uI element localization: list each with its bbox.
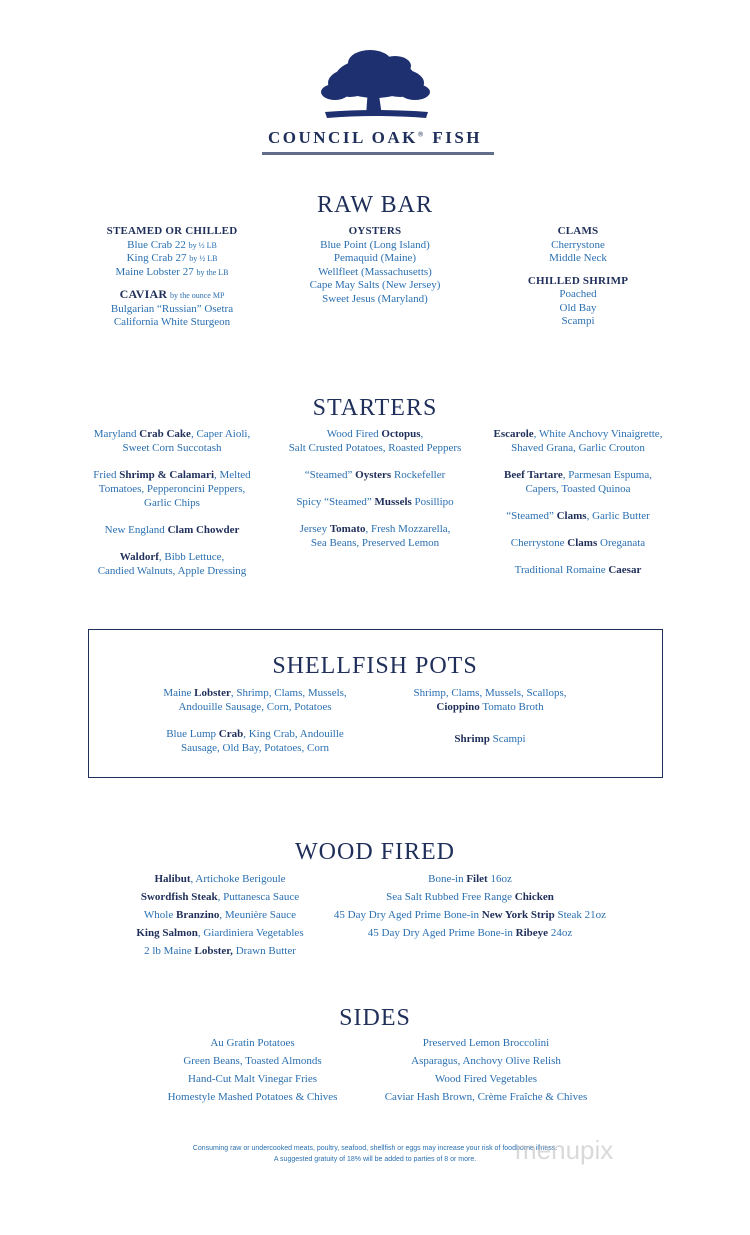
brand-name-fish: FISH — [432, 128, 482, 147]
clams-shrimp-section — [478, 225, 678, 329]
shellfish-title: SHELLFISH POTS — [272, 653, 478, 679]
raw-item: Poached — [559, 288, 597, 300]
menu-item: 45 Day Dry Aged Prime Bone-in New York Strip Steak 21oz — [333, 909, 607, 921]
menu-item: Halibut, Artichoke Berigoule — [154, 873, 286, 885]
raw-item: Old Bay — [559, 301, 597, 314]
brand-underline — [262, 152, 494, 155]
menu-item: New England Clam Chowder — [104, 524, 240, 536]
menu-item: Spicy “Steamed” Mussels Posillipo — [296, 496, 454, 508]
raw-item: Blue Point (Long Island) — [320, 238, 430, 251]
menu-item: Cherrystone Clams Oreganata — [510, 537, 646, 549]
menu-item: 2 lb Maine Lobster, Drawn Butter — [144, 945, 296, 957]
menu-item: Maryland Crab Cake, Caper Aioli, Sweet Corn Succotash — [93, 428, 251, 454]
menupix-watermark: menupix — [515, 1135, 614, 1165]
side-item: Wood Fired Vegetables — [434, 1073, 538, 1085]
starters-center-column — [262, 427, 488, 550]
starters-title: STARTERS — [312, 395, 438, 421]
raw-item: Cape May Salts (New Jersey) — [309, 279, 441, 291]
menu-item: Bone-in Filet 16oz — [428, 873, 512, 885]
wood-fired-title: WOOD FIRED — [295, 839, 455, 865]
menu-item: Blue Lump Crab, King Crab, Andouille Sausage, Old Bay, Potatoes, Corn — [166, 728, 344, 754]
caviar-heading: CAVIAR by the ounce MP — [119, 287, 225, 301]
side-item: Preserved Lemon Broccolini — [422, 1037, 550, 1049]
menu-item: Whole Branzino, Meunière Sauce — [143, 909, 297, 921]
side-item: Green Beans, Toasted Almonds — [183, 1055, 322, 1067]
menu-item: Escarole, White Anchovy Vinaigrette, Shaved Grana, Garlic Crouton — [493, 428, 663, 454]
starters-left-column — [62, 427, 282, 578]
raw-item: Pemaquid (Maine) — [333, 252, 417, 264]
shellfish-left-column — [145, 686, 365, 755]
menu-item: Shrimp Scampi — [454, 733, 526, 745]
menu-item: Maine Lobster, Shrimp, Clams, Mussels, Andouille Sausage, Corn, Potatoes — [163, 687, 347, 713]
menu-item: 45 Day Dry Aged Prime Bone-in Ribeye 24oz — [367, 927, 573, 939]
sides-title: SIDES — [339, 1005, 411, 1031]
menu-item: Traditional Romaine Caesar — [514, 564, 642, 576]
shrimp-heading: CHILLED SHRIMP — [527, 274, 629, 287]
raw-item: King Crab 27 by ½ LB — [126, 252, 218, 264]
footer-disclaimer — [0, 1143, 750, 1165]
menu-item: Jersey Tomato, Fresh Mozzarella, Sea Beans, Preserved Lemon — [299, 523, 451, 549]
steamed-chilled-section — [72, 225, 272, 330]
menu-item: Beef Tartare, Parmesan Espuma, Capers, Toasted Quinoa — [504, 469, 652, 495]
steamed-heading: STEAMED OR CHILLED — [106, 225, 238, 237]
brand-name-text: COUNCIL OAK — [268, 128, 418, 147]
raw-item: Middle Neck — [549, 252, 607, 264]
raw-item: Scampi — [561, 315, 595, 327]
shellfish-right-column — [380, 686, 600, 746]
raw-bar-title: RAW BAR — [317, 192, 433, 218]
wood-fired-right-column — [330, 872, 610, 940]
starters-right-column — [468, 427, 688, 577]
menu-item: Fried Shrimp & Calamari, Melted Tomatoes, Pepperoncini Peppers, Garlic Chips — [93, 469, 251, 509]
menu-item: Shrimp, Clams, Mussels, Scallops, Cioppino Tomato Broth — [413, 687, 567, 713]
oysters-heading: OYSTERS — [348, 225, 402, 237]
raw-item: Blue Crab 22 by ½ LB — [127, 238, 217, 251]
registered-mark: ® — [417, 130, 426, 139]
footer-line-1: Consuming raw or undercooked meats, poultry, seafood, shellfish or eggs may increase your risk of foodborne illness. — [192, 1145, 558, 1152]
raw-item: California White Sturgeon — [113, 316, 231, 328]
raw-item: Wellfleet (Massachusetts) — [318, 265, 432, 278]
menu-item: “Steamed” Oysters Rockefeller — [304, 469, 446, 481]
sides-left-column — [140, 1036, 365, 1104]
menu-item: Sea Salt Rubbed Free Range Chicken — [386, 891, 554, 903]
side-item: Caviar Hash Brown, Crème Fraîche & Chives — [384, 1091, 588, 1103]
raw-item: Sweet Jesus (Maryland) — [322, 292, 428, 305]
raw-item: Cherrystone — [551, 238, 605, 251]
side-item: Au Gratin Potatoes — [210, 1037, 295, 1049]
menu-item: “Steamed” Clams, Garlic Butter — [506, 510, 650, 522]
brand-name — [0, 128, 750, 148]
sides-right-column — [376, 1036, 596, 1104]
oak-tree-logo — [310, 48, 440, 128]
footer-line-2: A suggested gratuity of 18% will be added to parties of 8 or more. — [273, 1156, 477, 1163]
raw-item: Bulgarian “Russian” Osetra — [110, 302, 234, 315]
menu-item: Waldorf, Bibb Lettuce, Candied Walnuts, Apple Dressing — [97, 551, 247, 577]
side-item: Hand-Cut Malt Vinegar Fries — [188, 1073, 317, 1085]
wood-fired-left-column — [110, 872, 330, 958]
side-item: Asparagus, Anchovy Olive Relish — [411, 1055, 561, 1067]
oysters-section — [275, 225, 475, 306]
menu-item: Wood Fired Octopus, Salt Crusted Potatoes, Roasted Peppers — [288, 428, 462, 454]
menu-item: King Salmon, Giardiniera Vegetables — [136, 927, 304, 939]
clams-heading: CLAMS — [557, 225, 599, 237]
side-item: Homestyle Mashed Potatoes & Chives — [167, 1091, 338, 1103]
raw-item: Maine Lobster 27 by the LB — [115, 265, 229, 278]
menu-item: Swordfish Steak, Puttanesca Sauce — [140, 891, 300, 903]
